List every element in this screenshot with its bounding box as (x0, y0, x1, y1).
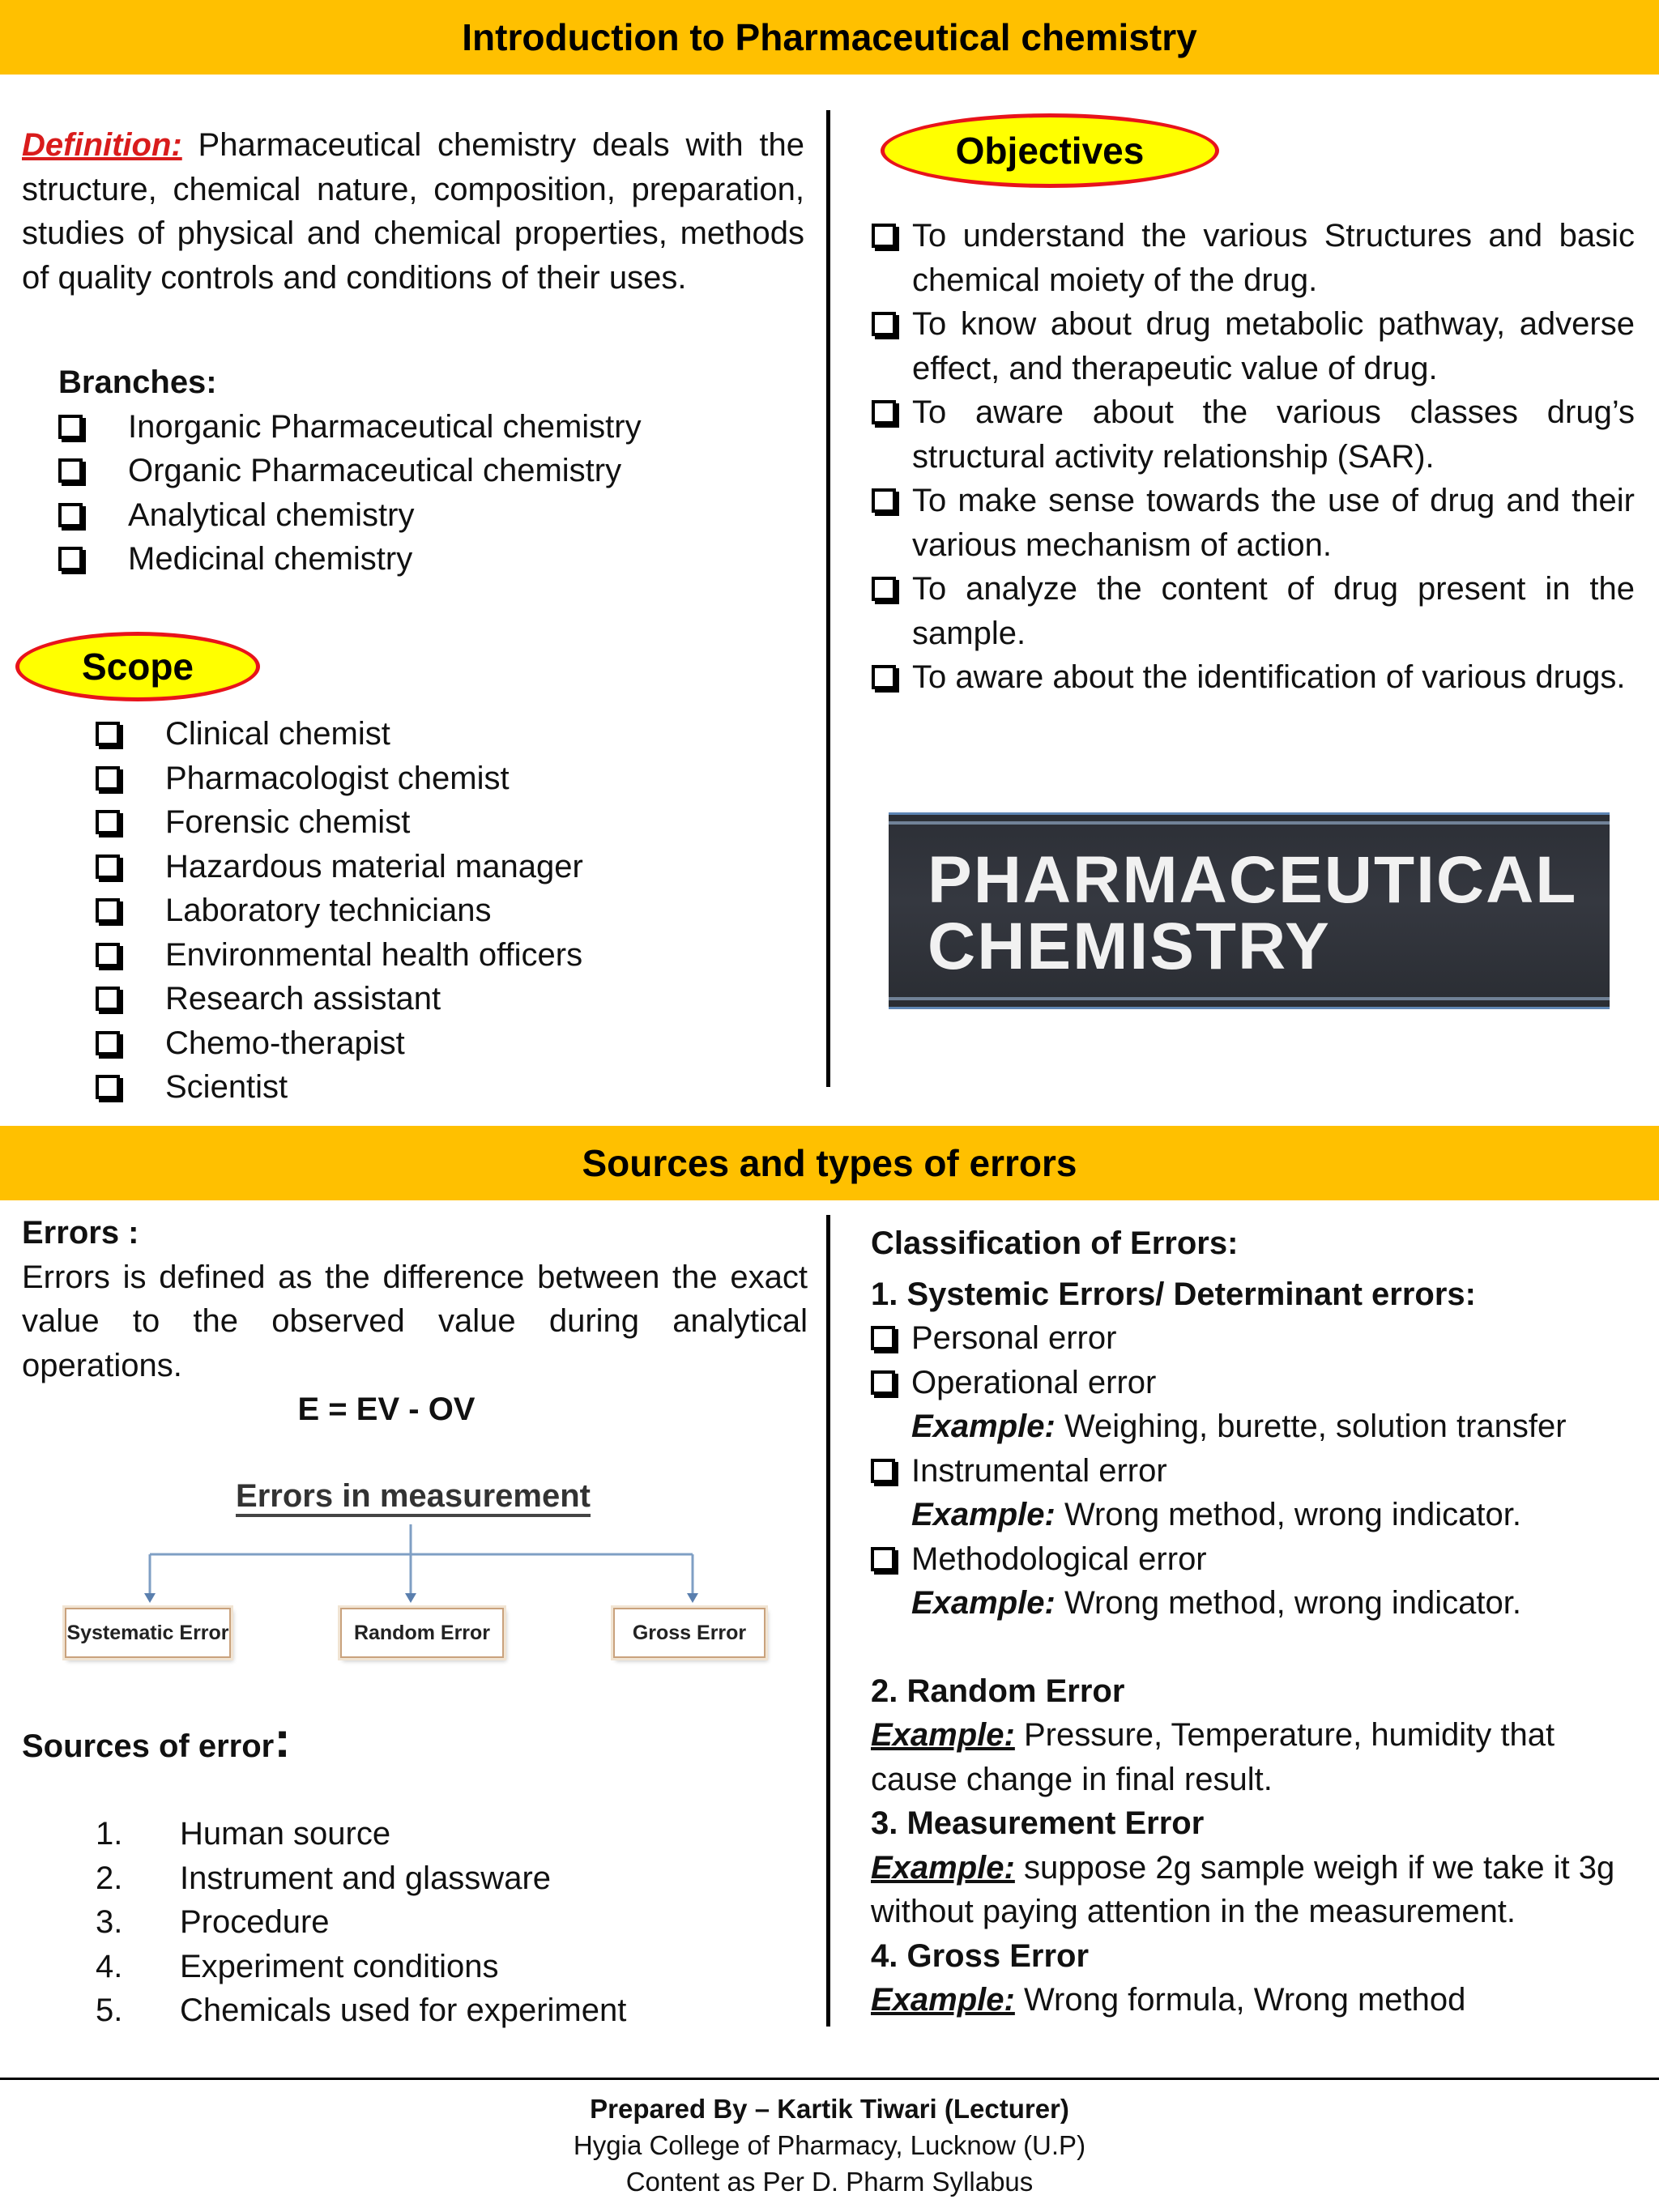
sources-heading: Sources of error (22, 1728, 275, 1764)
sources-list (96, 1812, 792, 2033)
list-item: Scientist (96, 1065, 792, 1110)
checkbox-bullet-icon (96, 1075, 120, 1099)
column-divider-bottom (826, 1215, 830, 2027)
definition-text: Pharmaceutical chemistry deals with the structure, chemical nature, composition, preparation, studies of physical and chemical properties, methods of quality controls and conditions of their uses. (22, 127, 804, 296)
list-item: 5. Chemicals used for experiment (96, 1993, 627, 2028)
list-item: To know about drug metabolic pathway, adverse effect, and therapeutic value of drug. (872, 302, 1635, 390)
list-item: Methodological error (871, 1537, 1648, 1582)
example-line: Example: Weighing, burette, solution transfer (911, 1409, 1567, 1444)
list-item: Forensic chemist (96, 800, 792, 845)
checkbox-bullet-icon (58, 415, 83, 439)
checkbox-bullet-icon (872, 312, 896, 336)
list-item: Clinical chemist (96, 712, 792, 757)
list-item: Personal error (871, 1316, 1648, 1361)
checkbox-bullet-icon (871, 1459, 895, 1483)
definition-paragraph (22, 123, 804, 300)
diagram-title: Errors in measurement (65, 1478, 761, 1515)
list-item: Inorganic Pharmaceutical chemistry (58, 405, 787, 450)
image-edge-bottom (889, 997, 1610, 1000)
scope-label: Scope (81, 646, 194, 688)
list-item: 3. Procedure (96, 1904, 330, 1940)
sources-heading-row (22, 1712, 751, 1769)
list-item: Research assistant (96, 977, 792, 1021)
list-item: 2. Instrument and glassware (96, 1860, 552, 1896)
footer-prepared-by: Prepared By – Kartik Tiwari (Lecturer) (590, 2094, 1069, 2124)
example-line: Example: Wrong method, wrong indicator. (911, 1585, 1521, 1621)
classification-heading: Classification of Errors: (871, 1225, 1239, 1261)
checkbox-bullet-icon (96, 943, 120, 967)
definition-label: Definition: (22, 127, 182, 163)
footer-college: Hygia College of Pharmacy, Lucknow (U.P) (573, 2130, 1086, 2160)
checkbox-bullet-icon (872, 488, 896, 513)
list-item: To aware about the identification of various drugs. (872, 655, 1635, 700)
list-item: 1. Human source (96, 1816, 391, 1852)
checkbox-bullet-icon (96, 987, 120, 1011)
footer-divider (0, 2078, 1659, 2080)
checkbox-bullet-icon (872, 665, 896, 689)
list-item: To analyze the content of drug present in the sample. (872, 567, 1635, 655)
random-example: Example: Pressure, Temperature, humidity that cause change in final result. (871, 1717, 1555, 1797)
list-item: Analytical chemistry (58, 493, 787, 538)
checkbox-bullet-icon (871, 1326, 895, 1350)
top-banner (0, 0, 1659, 75)
errors-heading: Errors : (22, 1215, 139, 1251)
checkbox-bullet-icon (872, 400, 896, 424)
classification-section (871, 1221, 1648, 2022)
errors-formula: E = EV - OV (297, 1392, 476, 1427)
checkbox-bullet-icon (96, 898, 120, 923)
checkbox-bullet-icon (58, 503, 83, 527)
checkbox-bullet-icon (96, 810, 120, 834)
checkbox-bullet-icon (871, 1370, 895, 1395)
errors-definition: Errors is defined as the difference between the exact value to the observed value during analytical operations. (22, 1259, 808, 1383)
list-item: Hazardous material manager (96, 845, 792, 889)
checkbox-bullet-icon (58, 547, 83, 571)
checkbox-bullet-icon (96, 766, 120, 791)
list-item: Organic Pharmaceutical chemistry (58, 449, 787, 493)
example-line: Example: Wrong method, wrong indicator. (911, 1497, 1521, 1532)
list-item: To aware about the various classes drug’s structural activity relationship (SAR). (872, 390, 1635, 479)
sources-colon: : (274, 1712, 291, 1768)
scope-list (96, 712, 792, 1110)
objectives-list (872, 214, 1635, 700)
checkbox-bullet-icon (96, 855, 120, 879)
branches-heading: Branches: (58, 364, 217, 400)
pharmaceutical-chemistry-image (889, 812, 1610, 1009)
list-item: Operational error (871, 1361, 1648, 1405)
footer-syllabus: Content as Per D. Pharm Syllabus (625, 2167, 1034, 2197)
list-item: Medicinal chemistry (58, 537, 787, 582)
image-line-1: PHARMACEUTICAL (928, 843, 1578, 917)
objectives-label: Objectives (955, 130, 1145, 172)
page-title: Introduction to Pharmaceutical chemistry (462, 16, 1197, 58)
measurement-error-heading: 3. Measurement Error (871, 1805, 1205, 1841)
errors-banner-title: Sources and types of errors (582, 1142, 1077, 1184)
list-item: Instrumental error (871, 1449, 1648, 1494)
list-item: To make sense towards the use of drug and their various mechanism of action. (872, 479, 1635, 567)
systematic-error-box: Systematic Error (65, 1608, 231, 1658)
random-error-box: Random Error (340, 1608, 504, 1658)
systemic-heading: 1. Systemic Errors/ Determinant errors: (871, 1276, 1476, 1312)
list-item: To understand the various Structures and basic chemical moiety of the drug. (872, 214, 1635, 302)
errors-banner (0, 1126, 1659, 1200)
checkbox-bullet-icon (58, 458, 83, 483)
list-item: Environmental health officers (96, 933, 792, 978)
gross-error-heading: 4. Gross Error (871, 1937, 1090, 1974)
measurement-example: Example: suppose 2g sample weigh if we take it 3g without paying attention in the measurement. (871, 1849, 1615, 1929)
checkbox-bullet-icon (96, 722, 120, 746)
footer (0, 2091, 1659, 2200)
list-item: Chemo-therapist (96, 1021, 792, 1066)
objectives-oval (881, 113, 1219, 188)
checkbox-bullet-icon (872, 577, 896, 601)
list-item: 4. Experiment conditions (96, 1948, 499, 1984)
errors-section (22, 1211, 808, 1432)
list-item: Laboratory technicians (96, 889, 792, 933)
errors-diagram (65, 1478, 778, 1664)
checkbox-bullet-icon (871, 1547, 895, 1571)
branches-section (58, 360, 787, 582)
column-divider-top (826, 110, 830, 1087)
image-line-2: CHEMISTRY (928, 910, 1331, 983)
gross-example: Example: Wrong formula, Wrong method (871, 1982, 1466, 2018)
checkbox-bullet-icon (96, 1031, 120, 1055)
gross-error-box: Gross Error (613, 1608, 766, 1658)
random-error-heading: 2. Random Error (871, 1673, 1125, 1709)
scope-oval (15, 632, 260, 701)
checkbox-bullet-icon (872, 224, 896, 248)
list-item: Pharmacologist chemist (96, 757, 792, 801)
image-edge-top (889, 821, 1610, 825)
